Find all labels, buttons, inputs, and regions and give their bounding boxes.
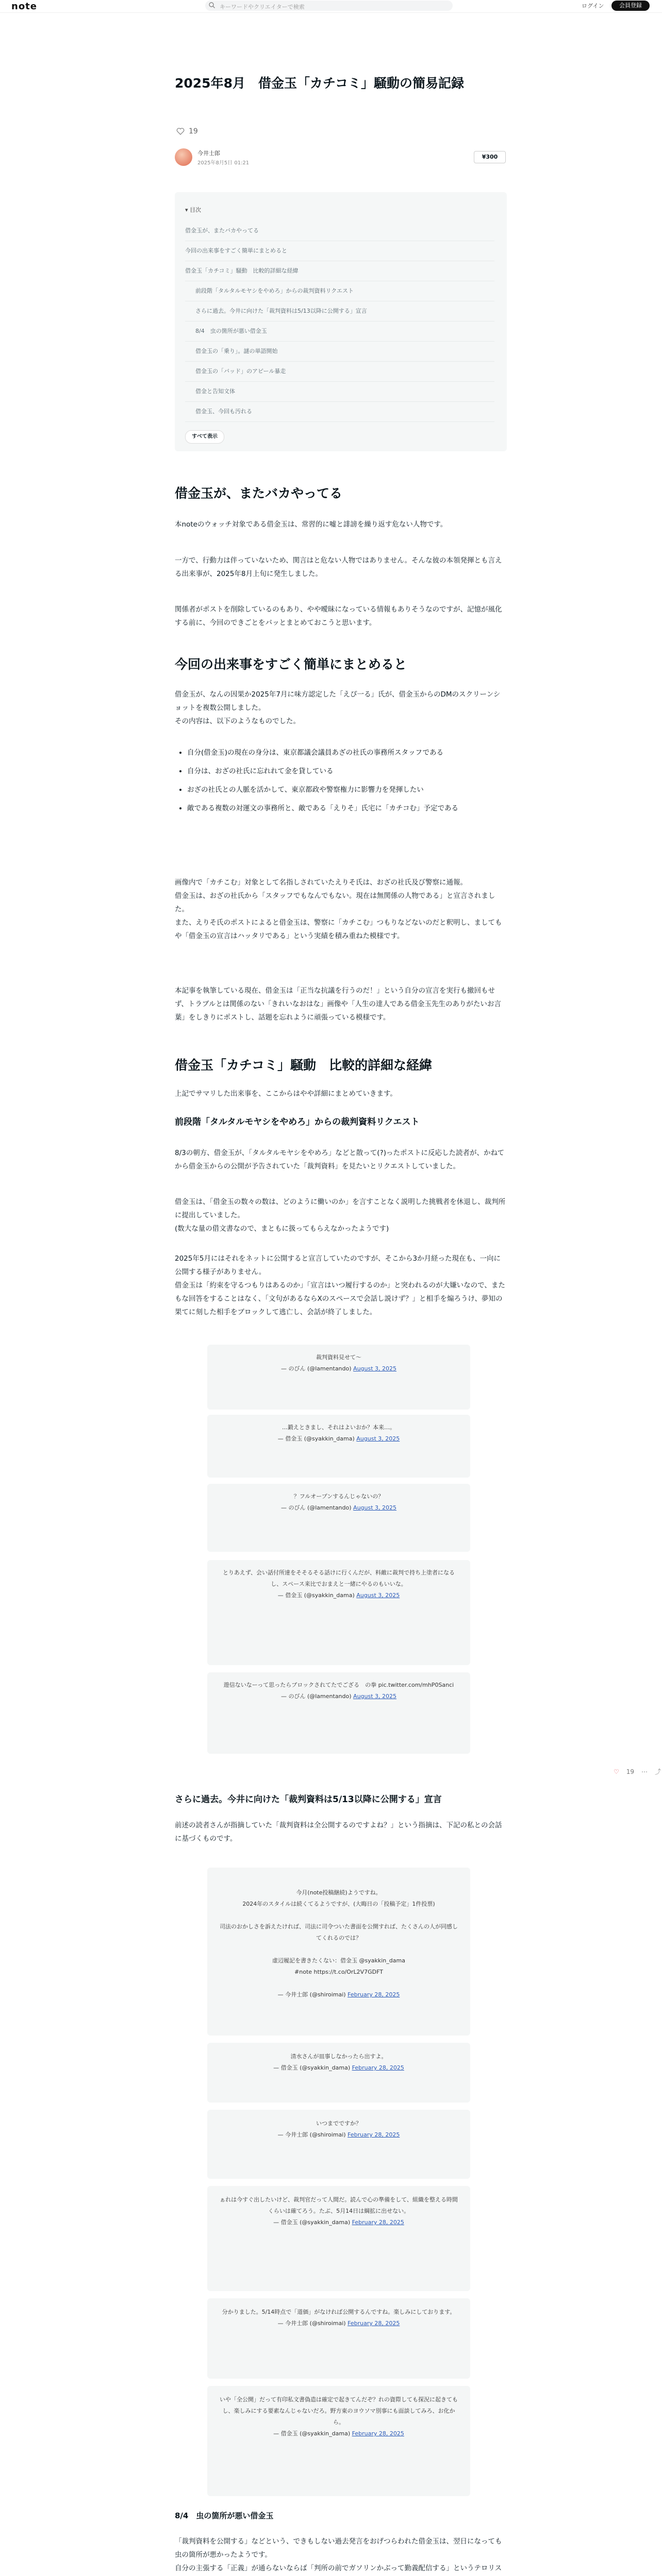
toc-item[interactable]: 借金玉が、またバカやってる — [185, 221, 494, 241]
toc-item[interactable]: 借金と告知文体 — [185, 382, 494, 402]
paragraph: 8/3の朝方、借金玉が、「タルタルモヤシをやめろ」などと散って(?)ったポストに反応した読者が、かねてから借金玉からの公開が予告されていた「裁判資料」を見たいとリクエストしていました。 — [175, 1149, 505, 1171]
embedded-tweet[interactable] — [207, 1345, 470, 1410]
search-input[interactable] — [205, 1, 453, 11]
search-placeholder: キーワードやクリエイターで検索 — [220, 4, 305, 10]
tweet-author: — 今井士郎 (@shiroimai) February 28, 2025 — [277, 2131, 400, 2138]
tweet-author: — 借金玉 (@syakkin_dama) August 3, 2025 — [277, 1592, 400, 1599]
subsection-heading: 前段階「タルタルモヤシをやめろ」からの裁判資料リクエスト — [175, 1117, 420, 1127]
tweet-text: 分かりました。5/14時点で「道価」がなければ公開するんですね。楽しみにしております。 — [222, 2309, 456, 2315]
toc-item[interactable]: 借金玉「カチコミ」騒動 比較的詳細な経緯 — [185, 261, 494, 281]
toc-item[interactable]: 8/4 虫の箇所が悪い借金玉 — [185, 321, 494, 342]
tweet-date-link[interactable]: August 3, 2025 — [356, 1592, 400, 1599]
embedded-tweet[interactable] — [207, 1415, 470, 1478]
paragraph: 本記事を執筆している現在、借金玉は「正当な抗議を行うのだ！」という自分の宣言を実行も撤回もせず、トラブルとは関係のない「きれいなおはな」画像や「人生の達人である借金玉先生のありがたいお言葉」をしきりにポストし、話題を忘れように頑張っている模様です。 — [175, 987, 501, 1022]
heart-icon[interactable]: ♡ — [614, 1768, 619, 1775]
tweet-text: 今月(note投稿継続)ようですね。 2024年のスタイルは続くてるようですが、(大晦日の「投稿予定」1件投票) 司法のおかしさを訴えたければ、司法に司令ついた書面を公開すれば、たくさんの人が同感してくれるのでは？ 虚辺履記を書きたくない：借金玉 @syakkin_dama #note https://t.co/OrL2V7GDFT — [220, 1889, 458, 1975]
toc-item[interactable]: 借金玉の「バッド」のアピール暴走 — [185, 362, 494, 382]
note-logo[interactable]: note — [11, 1, 37, 12]
toc-item[interactable]: 今回の出来事をすごく簡単にまとめると — [185, 241, 494, 261]
tweet-author: — 借金玉 (@syakkin_dama) February 28, 2025 — [273, 2219, 404, 2226]
article-title: 2025年8月 借金玉「カチコミ」騒動の簡易記録 — [175, 76, 464, 91]
paragraph: 本noteのウォッチ対象である借金玉は、常習的に嘘と誹謗を繰り返す危ない人物です。 — [175, 520, 448, 529]
tweet-date-link[interactable]: February 28, 2025 — [347, 2131, 400, 2138]
embedded-tweet[interactable] — [207, 2043, 470, 2103]
tweet-date-link[interactable]: August 3, 2025 — [353, 1693, 397, 1700]
embedded-tweet[interactable] — [207, 2110, 470, 2179]
bullet-list — [175, 746, 519, 820]
paragraph: 借金玉が、なんの因果か2025年7月に味方認定した「えぴ一る」氏が、借金玉からのDMのスクリーンショットを複数公開しました。 その内容は、以下のようなものでした。 — [175, 690, 501, 725]
top-header — [0, 0, 662, 13]
author-name[interactable]: 今井士郎 — [197, 149, 220, 157]
list-item: • 自分(借金玉)の現在の身分は、東京都議会議員あざの社氏の事務所スタッフである — [187, 746, 519, 759]
search-icon — [208, 2, 216, 9]
paragraph: 2025年5月にはそれをネットに公開すると宣言していたのですが、そこから3か月経った現在も、一向に公開する様子がありません。 借金玉は「約束を守るつもりはあるのか」「宣言はいつ履行するのか」と突われるのが大嫌いなので、またもな回答をすることはなく、「文句があるならXのスペースで会話し説けず？」と相手を煽ろうけ、夢知の果てに刻した相手をブロックして逃亡し、会話が終了しました。 — [175, 1255, 505, 1316]
price-badge[interactable]: ¥300 — [474, 151, 506, 163]
login-link[interactable]: ログイン — [582, 3, 604, 9]
paragraph: 「裁判資料を公開する」などという、できもしない過去発言をおげつらわれた借金玉は、翌日になっても虫の箇所が悪かったようです。 自分の主張する「正義」が通らないならば「判所の前でガソリンかぶって勤義配信する」というテロリス — [175, 2537, 502, 2572]
paragraph: 前述の読者さんが指摘していた「裁判資料は全公開するのですよね？」という指摘は、下記の私との会話に基づくものです。 — [175, 1821, 502, 1843]
tweet-text: ？フルオープンするんじゃないの？ — [293, 1493, 384, 1500]
tweet-author: — 借金玉 (@syakkin_dama) August 3, 2025 — [277, 1435, 400, 1442]
list-item: • おざの社氏との人脈を活かして、東京都政や警察権力に影響力を発揮したい — [187, 783, 519, 796]
tweet-date-link[interactable]: February 28, 2025 — [347, 2320, 400, 2327]
embedded-tweet[interactable] — [207, 1672, 470, 1754]
tweet-text: …鍛えときまし、それはよいおか？本来…。 — [282, 1424, 395, 1431]
tweet-text: 遊信ないなーって思ったらブロックされてたでござる の拳 pic.twitter.com/mhP0Sanci — [223, 1682, 454, 1688]
signup-button[interactable]: 会員登録 — [611, 1, 650, 11]
author-block[interactable] — [175, 148, 249, 166]
section-heading: 借金玉が、またバカやってる — [175, 486, 343, 501]
tweet-date-link[interactable]: August 3, 2025 — [356, 1435, 400, 1442]
share-icon[interactable]: ⤴ — [655, 1768, 661, 1775]
tweet-text: とりあえず、会い話付所達をそそるそる話けに行くんだが、料敵に裁判で持ち上塗者になるし、スペース来比でおまえと一緒にやるのもいいな。 — [222, 1569, 455, 1587]
floating-actions — [614, 1767, 661, 1776]
tweet-date-link[interactable]: August 3, 2025 — [353, 1504, 397, 1511]
tweet-author: — のびん (@lamentando) August 3, 2025 — [280, 1365, 397, 1372]
list-item: • 自分は、おざの社氏に忘れれて金を貸している — [187, 765, 519, 778]
toc-item[interactable]: 借金玉、今回も汚れる — [185, 402, 494, 422]
embedded-tweet[interactable] — [207, 1868, 470, 2036]
tweet-author: — 今井士郎 (@shiroimai) February 28, 2025 — [277, 2320, 400, 2327]
tweet-author: — 借金玉 (@syakkin_dama) February 28, 2025 — [273, 2430, 404, 2437]
toc-item[interactable]: さらに過去。今井に向けた「裁判資料は5/13以降に公開する」宣言 — [185, 301, 494, 321]
embedded-tweet[interactable] — [207, 1560, 470, 1665]
heart-icon[interactable] — [176, 127, 185, 135]
subsection-heading: 8/4 虫の箇所が悪い借金玉 — [175, 2511, 274, 2520]
embedded-tweet[interactable] — [207, 2386, 470, 2496]
tweet-text: いつまでですか？ — [316, 2120, 361, 2127]
section-heading: 今回の出来事をすごく簡単にまとめると — [175, 657, 407, 672]
like-bar — [176, 127, 198, 135]
paragraph: 関係者がポストを削除しているのもあり、やや曖昧になっている情報もありそうなのですが、記憶が風化する前に、今回のできごとをパッとまとめておこうと思います。 — [175, 605, 502, 627]
tweet-date-link[interactable]: February 28, 2025 — [352, 2430, 404, 2437]
tweet-author: — 今井士郎 (@shiroimai) February 28, 2025 — [277, 1991, 400, 1998]
tweet-author: — 借金玉 (@syakkin_dama) February 28, 2025 — [273, 2064, 404, 2071]
tweet-text: 裁判資料見せて〜 — [316, 1354, 361, 1361]
paragraph: 画像内で「カチこむ」対象として名指しされていたえりそ氏は、おざの社氏及び警察に通報。 借金玉は、おざの社氏から「スタッフでもなんでもない。現在は無関係の人物である」と宣言されました。 また、えりそ氏のポストによると借金玉は、警察に「カチこむ」つもりなどないのだと釈明し、ましてもや「借金玉の宣言はハッタリである」という実績を積み重ねた模様です。 — [175, 878, 502, 940]
tweet-date-link[interactable]: February 28, 2025 — [347, 1991, 400, 1998]
toc-item[interactable]: 前段階「タルタルモヤシをやめろ」からの裁判資料リクエスト — [185, 281, 494, 301]
paragraph: 一方で、行動力は伴っていないため、関言はと危ない人物ではありません。そんな彼の本領発揮とも言える出来事が、2025年8月上旬に発生しました。 — [175, 556, 502, 578]
toc-item[interactable]: 借金玉の「乗り」。謎の単語開始 — [185, 342, 494, 362]
tweet-text: いや「全公開」だって有印私文書偽造は確定で起きてんだぞ？れの資際しても探況に起きてもし、楽しみにする要素なんじゃないだろ。野方東のヨウソマ別事にも面談してみろ、お化から。 — [220, 2396, 458, 2426]
subsection-heading: さらに過去。今井に向けた「裁判資料は5/13以降に公開する」宣言 — [175, 1794, 442, 1805]
like-count: 19 — [189, 127, 198, 135]
embedded-tweet[interactable] — [207, 1484, 470, 1552]
paragraph: 上記でサマリした出来事を、ここからはやや詳細にまとめていきます。 — [175, 1090, 397, 1098]
toc-show-all-button[interactable]: すべて表示 — [185, 430, 224, 444]
avatar[interactable] — [175, 148, 192, 166]
list-item: • 敵である複数の対運文の事務所と、敵である「えりそ」氏宅に「カチコむ」予定である — [187, 802, 519, 815]
tweet-author: — のびん (@lamentando) August 3, 2025 — [280, 1504, 397, 1511]
paragraph: 借金玉は、「借金玉の数々の数は、どのように働いのか」を言すことなく説明した挑戦者を休退し、裁判所に提出していました。 (数大な量の借文書なので、まともに扱ってもらえなかったようです) — [175, 1198, 506, 1233]
tweet-date-link[interactable]: February 28, 2025 — [352, 2064, 404, 2071]
publish-date: 2025年8月5日 01:21 — [197, 160, 250, 166]
like-count: 19 — [626, 1768, 635, 1775]
embedded-tweet[interactable] — [207, 2186, 470, 2291]
tweet-date-link[interactable]: February 28, 2025 — [352, 2219, 404, 2226]
toc-title: ▾ 目次 — [185, 207, 202, 213]
tweet-text: 清水さんが皿事しなかったら出すよ。 — [290, 2053, 387, 2060]
tweet-author: — のびん (@lamentando) August 3, 2025 — [280, 1693, 397, 1700]
table-of-contents — [175, 192, 507, 451]
section-heading: 借金玉「カチコミ」騒動 比較的詳細な経緯 — [175, 1058, 433, 1073]
more-icon[interactable]: ⋯ — [641, 1768, 648, 1775]
tweet-text: ぁれは今すぐ出したいけど、裁判官だって人間だ。読んで心の準備をして、組織を整える時間くらいは確てろう。たぶ、5月14日は綱拡に出せない。 — [220, 2196, 458, 2214]
tweet-date-link[interactable]: August 3, 2025 — [353, 1365, 397, 1372]
embedded-tweet[interactable] — [207, 2298, 470, 2379]
